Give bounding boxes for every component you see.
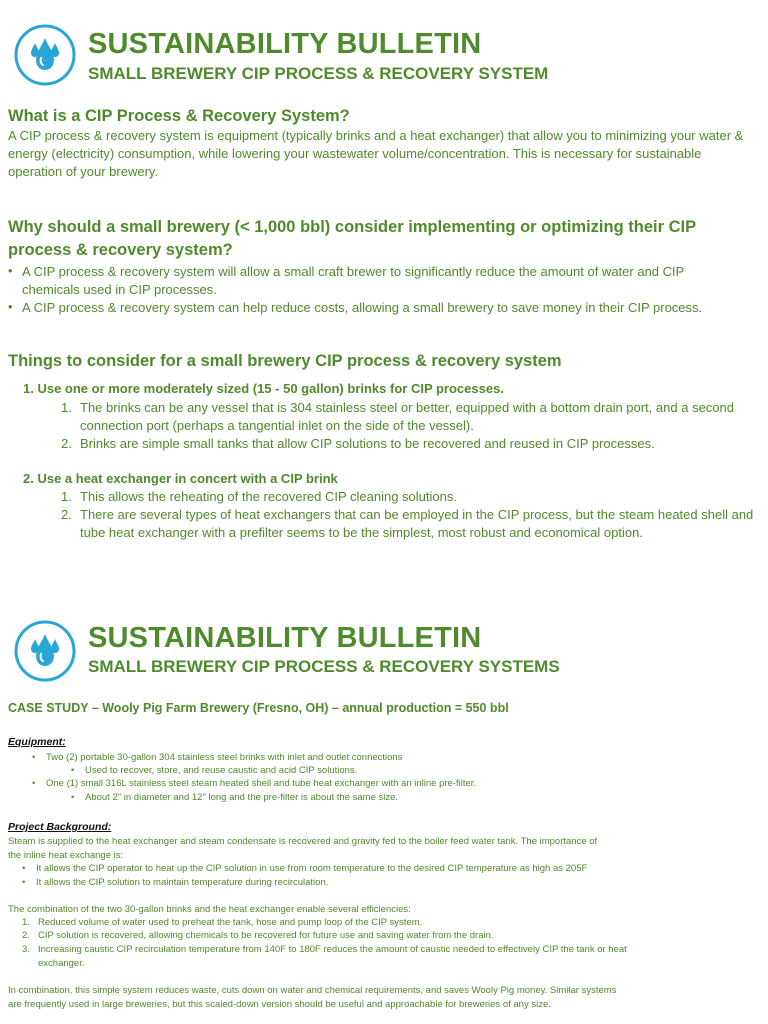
sub-number: 2. <box>61 507 72 522</box>
list-number: 3. <box>22 944 30 955</box>
background-bullet: It allows the CIP solution to maintain temperature during recirculation. <box>36 877 329 888</box>
bulletin-subtitle: SMALL BREWERY CIP PROCESS & RECOVERY SYSTEM <box>88 64 549 83</box>
item2-heading: 2. Use a heat exchanger in concert with a CIP brink <box>23 471 338 486</box>
bullet-dot: • <box>71 765 75 776</box>
bulletin-subtitle: SMALL BREWERY CIP PROCESS & RECOVERY SYSTEMS <box>88 657 560 676</box>
what-text: A CIP process & recovery system is equipment (typically brinks and a heat exchanger) that allow you to minimizing your water & energy (electricity) consumption, while lowering your wastewater volume/concentration. This is necessary for sustainable operation of your brewery. <box>8 128 744 179</box>
bullet-dot: • <box>32 752 36 763</box>
case-study-heading: CASE STUDY – Wooly Pig Farm Brewery (Fresno, OH) – annual production = 550 bbl <box>8 701 509 715</box>
bullet-dot: • <box>71 792 75 803</box>
equipment-item: Used to recover, store, and reuse caustic and acid CIP solutions. <box>85 765 358 776</box>
water-drops-logo-icon <box>14 24 76 86</box>
item2-sub: This allows the reheating of the recovered CIP cleaning solutions. <box>80 489 457 504</box>
efficiency-item: CIP solution is recovered, allowing chemicals to be recovered for future use and saving water from the drain. <box>38 930 494 941</box>
background-heading: Project Background: <box>8 821 112 833</box>
bullet-dot: • <box>8 263 13 278</box>
water-drops-logo-icon <box>14 620 76 682</box>
conclusion-text: In combination, this simple system reduces waste, cuts down on water and chemical requirements, and saves Wooly Pig money. Similar systems are frequently used in large breweries, but this scaled-down version should be useful and approachable for breweries of any size. <box>8 985 617 1010</box>
background-text: Steam is supplied to the heat exchanger and steam condensate is recovered and gravity fed to the boiler feed water tank. The importance of the inline heat exchange is: <box>8 836 598 861</box>
item1-heading: 1. Use one or more moderately sized (15 - 50 gallon) brinks for CIP processes. <box>23 381 504 396</box>
what-heading: What is a CIP Process & Recovery System? <box>8 107 350 125</box>
equipment-item: About 2" in diameter and 12" long and the pre-filter is about the same size. <box>85 792 399 803</box>
bulletin-title: SUSTAINABILITY BULLETIN <box>88 622 482 654</box>
bullet-dot: • <box>32 778 36 789</box>
list-number: 2. <box>22 930 30 941</box>
sub-number: 1. <box>61 489 72 504</box>
sub-number: 1. <box>61 400 72 415</box>
why-heading: Why should a small brewery (< 1,000 bbl) consider implementing or optimizing their CIP process & recovery system? <box>8 218 696 259</box>
bullet-dot: • <box>22 863 26 874</box>
equipment-item: One (1) small 316L stainless steel steam heated shell and tube heat exchanger with an inline pre-filter. <box>46 778 477 789</box>
bullet-dot: • <box>8 299 13 314</box>
item2-sub: There are several types of heat exchangers that can be employed in the CIP process, but the steam heated shell and tube heat exchanger with a prefilter seems to be the simplest, most robust and economical option. <box>80 507 754 540</box>
equipment-item: Two (2) portable 30-gallon 304 stainless steel brinks with inlet and outlet connections <box>46 752 403 763</box>
list-number: 1. <box>22 917 30 928</box>
sub-number: 2. <box>61 436 72 451</box>
why-bullet: A CIP process & recovery system will allow a small craft brewer to significantly reduce the amount of water and CIP chemicals used in CIP processes. <box>22 264 685 297</box>
why-bullet: A CIP process & recovery system can help reduce costs, allowing a small brewery to save money in their CIP process. <box>22 300 703 315</box>
equipment-heading: Equipment: <box>8 736 66 748</box>
item1-sub: Brinks are simple small tanks that allow CIP solutions to be recovered and reused in CIP processes. <box>80 436 655 451</box>
things-heading: Things to consider for a small brewery CIP process & recovery system <box>8 352 562 370</box>
item1-sub: The brinks can be any vessel that is 304 stainless steel or better, equipped with a bottom drain port, and a second connection port (perhaps a tangential inlet on the side of the vessel). <box>80 400 734 433</box>
bulletin-title: SUSTAINABILITY BULLETIN <box>88 28 482 60</box>
bullet-dot: • <box>22 877 26 888</box>
combination-text: The combination of the two 30-gallon brinks and the heat exchanger enable several efficiencies: <box>8 904 411 915</box>
efficiency-item: Increasing caustic CIP recirculation temperature from 140F to 180F reduces the amount of caustic needed to effectively CIP the tank or heat exchanger. <box>38 944 627 969</box>
efficiency-item: Reduced volume of water used to preheat the tank, hose and pump loop of the CIP system. <box>38 917 423 928</box>
background-bullet: It allows the CIP operator to heat up the CIP solution in use from room temperature to the desired CIP temperature as high as 205F <box>36 863 588 874</box>
